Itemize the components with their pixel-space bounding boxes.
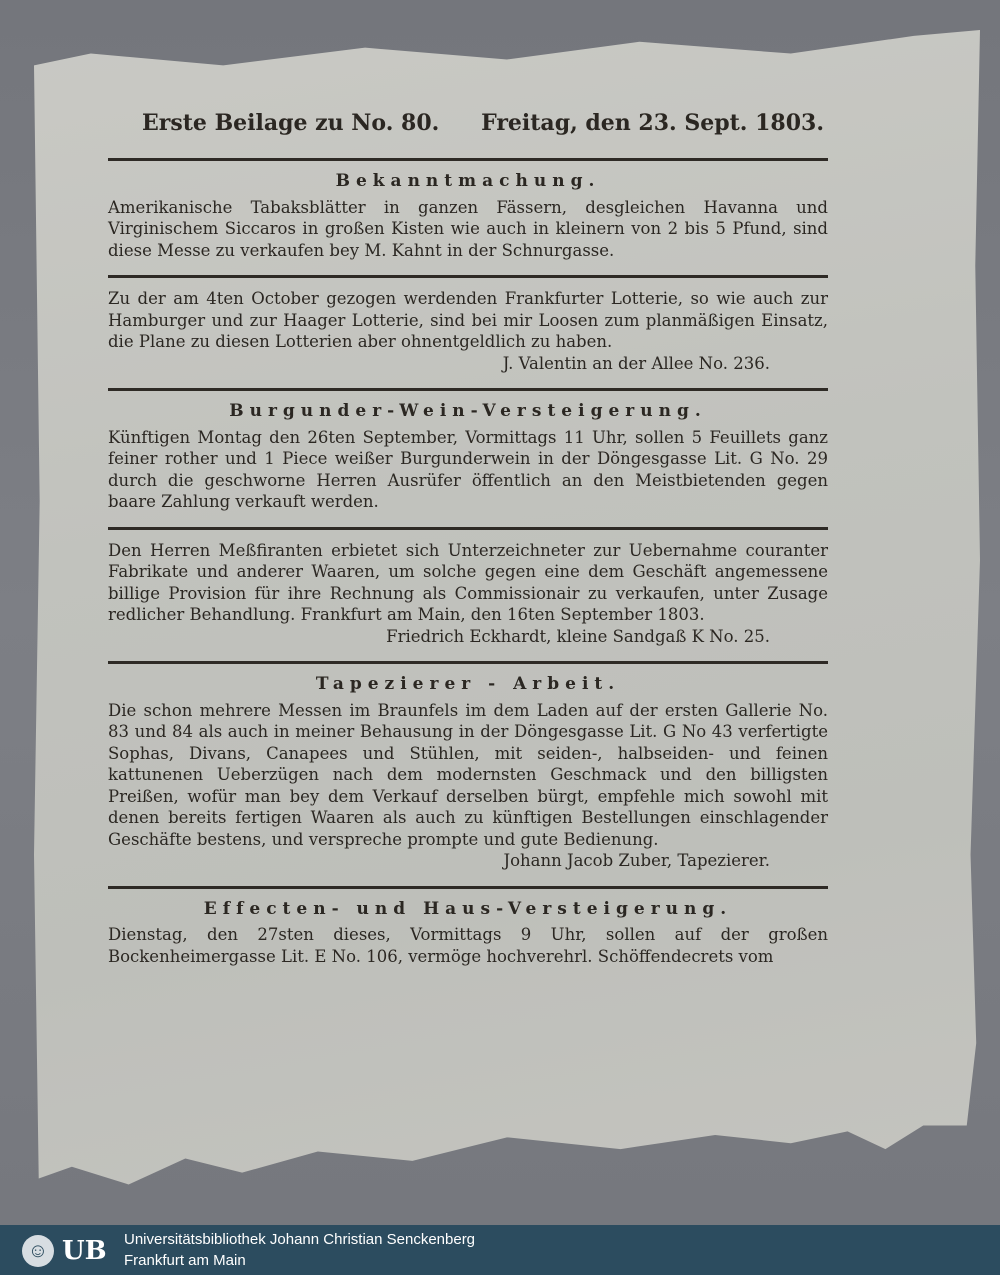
notice-signature: J. Valentin an der Allee No. 236. [502,353,770,373]
notice-body: Die schon mehrere Messen im Braunfels im dem Laden auf der ersten Gallerie No. 83 und 84 als auch in meiner Behausung in der Döngesgasse Lit. G No 43 verfertigte Sophas, Divans, Canapees und Stühlen, mit seiden-, halbseiden- und feinen kattunenen Ueberzügen nach dem modernsten Geschmack und den billigsten Preißen, wofür man bey dem Verkauf derselben bürgt, empfehle mich sowohl mit denen bereits fertigen Waaren als auch zu künftigen Bestellungen einschlagender Geschäfte bestens, und verspreche prompte und gute Bedienung. [108,700,828,849]
notice-divider [108,886,828,889]
library-name: Universitätsbibliothek Johann Christian Senckenberg [124,1231,476,1248]
notice-body: Dienstag, den 27sten dieses, Vormittags 9 Uhr, sollen auf der großen Bockenheimergasse Lit. E No. 106, vermöge hochverehrl. Schöffendecrets vom [108,925,828,966]
logo-text: UB [62,1236,107,1266]
notice-body: Den Herren Meßfiranten erbietet sich Unterzeichneter zur Uebernahme couranter Fabrikate und anderer Waaren, um solche gegen eine dem Geschäft angemessene billige Provision für ihre Rechnung als Commissionair zu verkaufen, unter Zusage redlicher Behandlung. Frankfurt am Main, den 16ten September 1803. [108,540,828,624]
notice-divider [108,661,828,664]
supplement-label: Erste Beilage zu No. 80. [142,110,440,136]
issue-date: Freitag, den 23. Sept. 1803. [481,110,824,136]
notice-commission [108,540,828,648]
notice-upholsterer [108,674,828,872]
notice-tobacco [108,171,828,261]
notice-title: Effecten- und Haus-Versteigerung. [203,898,733,919]
notice-body: Zu der am 4ten October gezogen werdenden Frankfurter Lotterie, so wie auch zur Hamburger und zur Haager Lotterie, sind bei mir Loosen zum planmäßigen Einsatz, die Plane zu diesen Lotterien aber ohnentgeldlich zu haben. [108,289,828,351]
notice-title: Tapezierer - Arbeit. [315,674,621,694]
notice-signature: Friedrich Eckhardt, kleine Sandgaß K No. 25. [386,626,770,646]
header-rule [108,158,828,161]
page-header [108,100,828,144]
notice-divider [108,275,828,278]
notice-divider [108,388,828,391]
page-content [108,100,828,967]
notice-house-auction [108,899,828,968]
library-logo[interactable] [22,1233,116,1269]
notice-lottery [108,288,828,374]
library-city: Frankfurt am Main [124,1252,246,1269]
notice-title: Bekanntmachung. [335,171,601,191]
notice-wine-auction [108,401,828,513]
notice-body: Amerikanische Tabaksblätter in ganzen Fässern, desgleichen Havanna und Virginischem Siccaros in großen Kisten wie auch in kleinern von 2 bis 5 Pfund, sind diese Messe zu verkaufen bey M. Kahnt in der Schnurgasse. [108,197,828,260]
notice-title: Burgunder-Wein-Versteigerung. [229,401,707,421]
notice-divider [108,527,828,530]
notice-body: Künftigen Montag den 26ten September, Vormittags 11 Uhr, sollen 5 Feuillets ganz feiner rother und 1 Piece weißer Burgunderwein in der Döngesgasse Lit. G No. 29 durch die geschworne Herren Ausrüfer öffentlich an den Meistbietenden gegen baare Zahlung verkauft werden. [108,427,828,511]
notice-signature: Johann Jacob Zuber, Tapezierer. [503,851,770,870]
portrait-icon: ☺ [22,1235,54,1267]
library-footer [0,1225,1000,1275]
